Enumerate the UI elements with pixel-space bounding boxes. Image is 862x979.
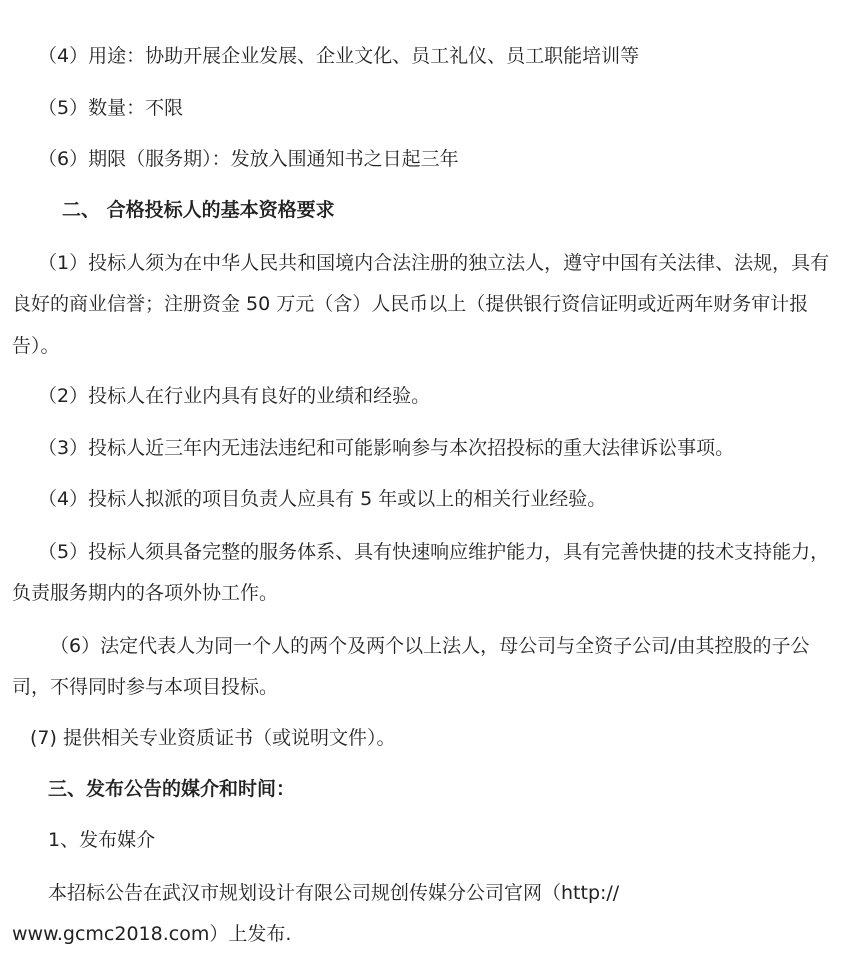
req-1-line-1: （1）投标人须为在中华人民共和国境内合法注册的独立法人，遵守中国有关法律、法规，具有 bbox=[38, 252, 830, 274]
req-4: （4）投标人拟派的项目负责人应具有 5 年或以上的相关行业经验。 bbox=[38, 488, 607, 510]
subsection-1-media: 1、发布媒介 bbox=[48, 829, 156, 851]
media-description-line-1: 本招标公告在武汉市规划设计有限公司规创传媒分公司官网（http:// bbox=[48, 882, 620, 904]
req-1-line-2: 良好的商业信誉；注册资金 50 万元（含）人民币以上（提供银行资信证明或近两年财务审计报 bbox=[12, 293, 809, 315]
req-1-line-3: 告）。 bbox=[12, 335, 60, 357]
req-2: （2）投标人在行业内具有良好的业绩和经验。 bbox=[38, 385, 431, 407]
item-5-quantity: （5）数量：不限 bbox=[38, 97, 184, 119]
req-6-line-2: 司，不得同时参与本项目投标。 bbox=[12, 676, 279, 698]
req-3: （3）投标人近三年内无违法违纪和可能影响参与本次招投标的重大法律诉讼事项。 bbox=[38, 437, 735, 459]
section-3-heading: 三、发布公告的媒介和时间： bbox=[48, 778, 296, 800]
item-6-term: （6）期限（服务期）：发放入围通知书之日起三年 bbox=[38, 148, 459, 170]
req-5-line-1: （5）投标人须具备完整的服务体系、具有快速响应维护能力，具有完善快捷的技术支持能力， bbox=[38, 541, 830, 563]
item-4-purpose: （4）用途：协助开展企业发展、企业文化、员工礼仪、员工职能培训等 bbox=[38, 45, 640, 67]
req-5-line-2: 负责服务期内的各项外协工作。 bbox=[12, 582, 279, 604]
media-description-line-2: www.gcmc2018.com）上发布. bbox=[12, 923, 292, 945]
req-6-line-1: （6）法定代表人为同一个人的两个及两个以上法人，母公司与全资子公司/由其控股的子公 bbox=[50, 635, 810, 657]
section-2-heading: 二、 合格投标人的基本资格要求 bbox=[62, 199, 335, 221]
req-7: (7) 提供相关专业资质证书（或说明文件）。 bbox=[30, 727, 396, 749]
